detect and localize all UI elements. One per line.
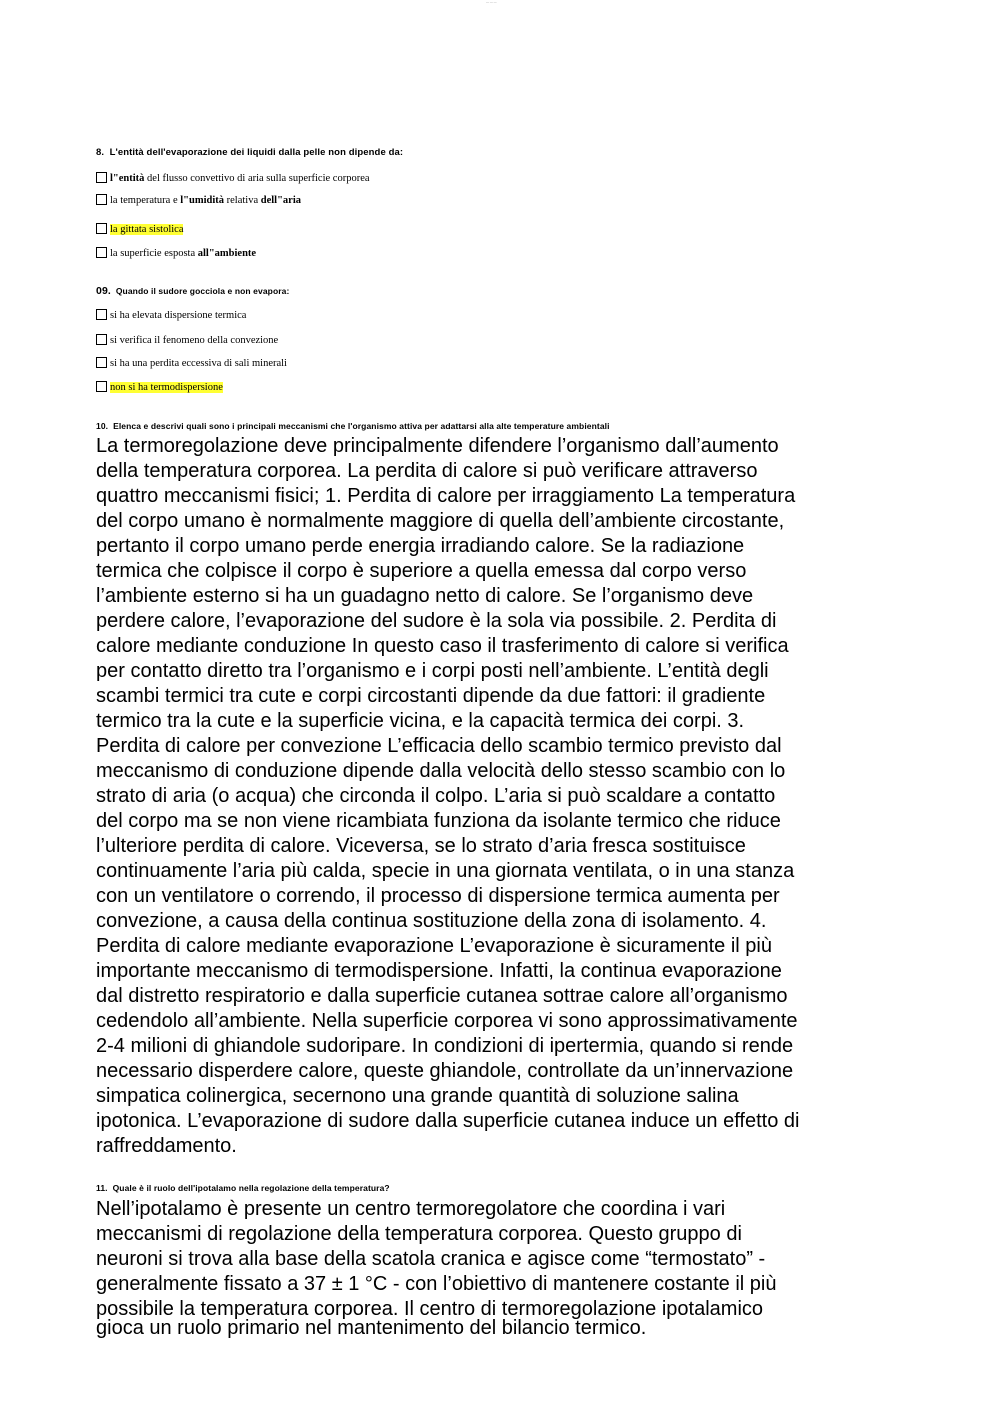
q9-option-3[interactable] bbox=[96, 355, 287, 371]
question-11-answer-last-line: gioca un ruolo primario nel mantenimento del bilancio termico. bbox=[96, 1317, 647, 1339]
checkbox[interactable] bbox=[96, 334, 107, 345]
option-label: la superficie esposta all"ambiente bbox=[110, 247, 257, 259]
checkbox[interactable] bbox=[96, 357, 107, 368]
checkbox[interactable] bbox=[96, 172, 107, 183]
question-11-number: 11. bbox=[96, 1183, 108, 1193]
option-label: si ha una perdita eccessiva di sali minerali bbox=[110, 357, 287, 369]
question-10-title bbox=[96, 421, 610, 431]
option-label-highlighted: non si ha termodispersione bbox=[110, 381, 223, 393]
option-label: l"entità del flusso convettivo di aria sulla superficie corporea bbox=[110, 172, 370, 184]
q8-option-3[interactable] bbox=[96, 221, 183, 237]
question-10-answer: La termoregolazione deve principalmente difendere l’organismo dall’aumento della temperatura corporea. La perdita di calore si può verificare attraverso quattro meccanismi fisici; 1. Perdita di calore per irraggiamento La temperatura del corpo umano è normalmente maggiore di quella dell’ambiente circostante, pertanto il corpo umano perde energia irradiando calore. Se la radiazione termica che colpisce il corpo è superiore a quella emessa dal corpo verso l’ambiente esterno si ha un guadagno netto di calore. Se l’organismo deve perdere calore, l’evaporazione del sudore è la sola via possibile. 2. Perdita di calore mediante conduzione In questo caso il trasferimento di calore si verifica per contatto diretto tra l’organismo e i corpi posti nell’ambiente. L’entità degli scambi termici tra cute e corpi circostanti dipende da due fattori: il gradiente termico tra la cute e la superficie vicina, e la capacità termica dei corpi. 3. Perdita di calore per convezione L’efficacia dello scambio termico previsto dal meccanismo di conduzione dipende dalla velocità dello stesso scambio con lo strato di aria (o acqua) che circonda il colpo. L’aria si può scaldare a contatto del corpo ma se non viene ricambiata funziona da isolante termico che riduce l’ulteriore perdita di calore. Viceversa, se lo strato d’aria fresca sostituisce continuamente l’aria più calda, specie in una giornata ventilata, o in una stanza con un ventilatore o correndo, il processo di dispersione termica aumenta per convezione, a causa della continua sostituzione della zona di isolamento. 4. Perdita di calore mediante evaporazione L’evaporazione è sicuramente il più importante meccanismo di termodispersione. Infatti, la continua evaporazione dal distretto respiratorio e dalla superficie cutanea sottrae calore all’organismo cedendolo all’ambiente. Nella superficie corporea vi sono approssimativamente 2-4 milioni di ghiandole sudoripare. In condizioni di ipertermia, quando si rende necessario disperdere calore, queste ghiandole, controllate da un’innervazione simpatica colinergica, secernono una grande quantità di soluzione salina ipotonica. L’evaporazione di sudore dalla superficie cutanea induce un effetto di raffreddamento. bbox=[96, 435, 800, 1157]
q8-option-4[interactable] bbox=[96, 245, 256, 261]
question-10-text: Elenca e descrivi quali sono i principali meccanismi che l'organismo attiva per adattarsi alla alte temperature ambientali bbox=[113, 421, 610, 431]
checkbox[interactable] bbox=[96, 223, 107, 234]
option-label: la temperatura e l"umidità relativa dell"aria bbox=[110, 194, 301, 206]
q8-option-1[interactable] bbox=[96, 170, 370, 186]
question-10-number: 10. bbox=[96, 421, 109, 431]
q9-option-2[interactable] bbox=[96, 332, 278, 348]
question-11-title bbox=[96, 1183, 390, 1193]
page-header-mark: — — — bbox=[486, 0, 497, 4]
question-11-answer: Nell’ipotalamo è presente un centro termoregolatore che coordina i vari meccanismi di regolazione della temperatura corporea. Questo gruppo di neuroni si trova alla base della scatola cranica e agisce come “termostato” - generalmente fissato a 37 ± 1 °C - con l’obiettivo di mantenere costante il più possibile la temperatura corporea. Il centro di termoregolazione ipotalamico bbox=[96, 1198, 777, 1320]
checkbox[interactable] bbox=[96, 381, 107, 392]
q9-option-1[interactable] bbox=[96, 307, 246, 323]
question-9-title bbox=[96, 285, 289, 297]
checkbox[interactable] bbox=[96, 194, 107, 205]
option-label: si ha elevata dispersione termica bbox=[110, 309, 247, 321]
question-9-number: 09. bbox=[96, 285, 111, 297]
option-label-highlighted: la gittata sistolica bbox=[110, 223, 184, 235]
q9-option-4[interactable] bbox=[96, 379, 223, 395]
q8-option-2[interactable] bbox=[96, 192, 301, 208]
checkbox[interactable] bbox=[96, 309, 107, 320]
question-8-number: 8. bbox=[96, 147, 105, 158]
question-8-text: L'entità dell'evaporazione dei liquidi dalla pelle non dipende da: bbox=[109, 147, 404, 158]
question-9-text: Quando il sudore gocciola e non evapora: bbox=[115, 286, 290, 296]
question-8-title bbox=[96, 147, 403, 158]
question-11-text: Quale è il ruolo dell'ipotalamo nella regolazione della temperatura? bbox=[112, 1183, 390, 1193]
option-label: si verifica il fenomeno della convezione bbox=[110, 334, 279, 346]
checkbox[interactable] bbox=[96, 247, 107, 258]
